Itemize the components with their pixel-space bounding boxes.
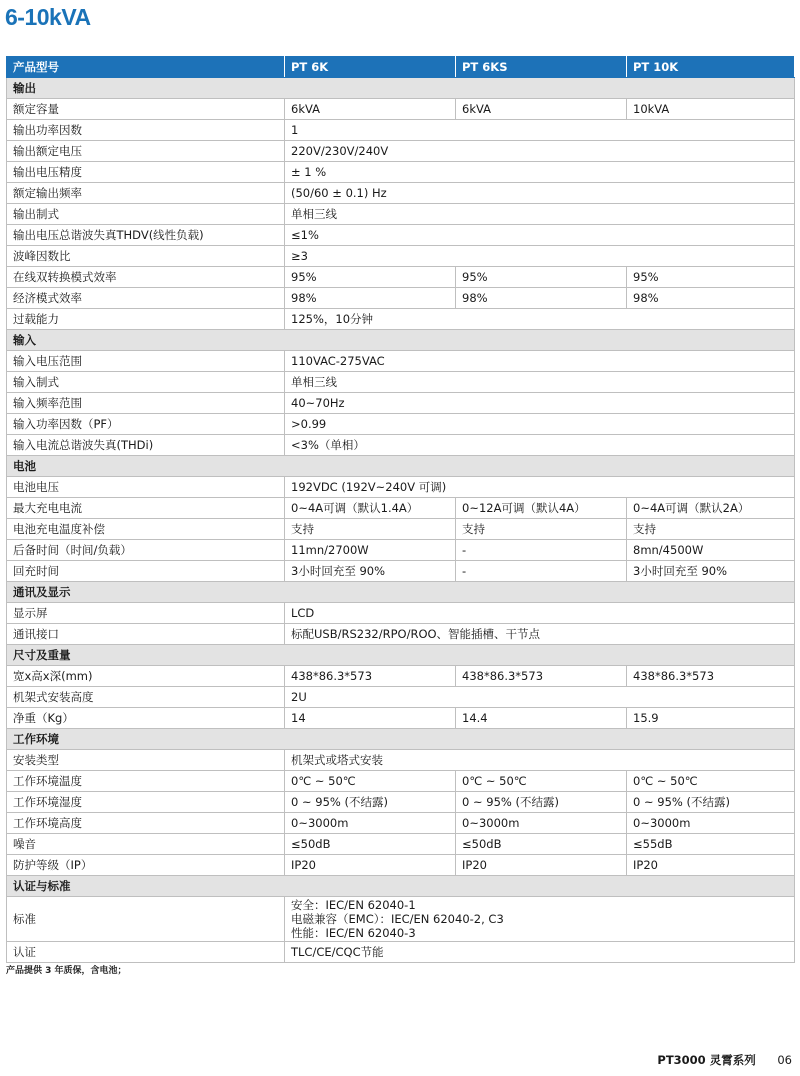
row-label: 防护等级（IP）: [7, 855, 285, 876]
header-model-cell: PT 6KS: [456, 57, 627, 78]
table-cell: 机架式或塔式安装: [285, 750, 795, 771]
table-cell: 98%: [285, 288, 456, 309]
table-row: [7, 792, 795, 813]
row-label: 输入电压范围: [7, 351, 285, 372]
table-cell: (50/60 ± 0.1) Hz: [285, 183, 795, 204]
section-header-row: [7, 645, 795, 666]
table-row: [7, 99, 795, 120]
section-title: 输入: [7, 330, 795, 351]
table-cell: 11mn/2700W: [285, 540, 456, 561]
table-row: [7, 414, 795, 435]
table-row: [7, 834, 795, 855]
table-cell: IP20: [627, 855, 795, 876]
table-cell: 支持: [285, 519, 456, 540]
page-footer: [657, 1052, 792, 1068]
table-cell: 0 ~ 95% (不结露): [627, 792, 795, 813]
table-cell: 14.4: [456, 708, 627, 729]
row-label: 过载能力: [7, 309, 285, 330]
section-title: 通讯及显示: [7, 582, 795, 603]
table-row: [7, 666, 795, 687]
table-row: [7, 708, 795, 729]
table-row: [7, 603, 795, 624]
table-row: [7, 183, 795, 204]
row-label: 电池电压: [7, 477, 285, 498]
table-cell: 438*86.3*573: [285, 666, 456, 687]
table-row: [7, 519, 795, 540]
table-cell: 3小时回充至 90%: [627, 561, 795, 582]
table-cell: 125%，10分钟: [285, 309, 795, 330]
table-row: [7, 750, 795, 771]
section-title: 工作环境: [7, 729, 795, 750]
table-cell: 2U: [285, 687, 795, 708]
row-label: 最大充电电流: [7, 498, 285, 519]
table-cell: 支持: [627, 519, 795, 540]
row-label: 输入电流总谐波失真(THDi): [7, 435, 285, 456]
table-cell: ≤50dB: [285, 834, 456, 855]
table-row: [7, 162, 795, 183]
row-label: 回充时间: [7, 561, 285, 582]
table-cell: 6kVA: [285, 99, 456, 120]
table-cell: 0~4A可调（默认1.4A）: [285, 498, 456, 519]
row-label: 输出制式: [7, 204, 285, 225]
table-cell: 438*86.3*573: [456, 666, 627, 687]
row-label: 经济模式效率: [7, 288, 285, 309]
table-row: [7, 141, 795, 162]
row-label: 显示屏: [7, 603, 285, 624]
table-cell: 110VAC-275VAC: [285, 351, 795, 372]
row-label: 电池充电温度补偿: [7, 519, 285, 540]
table-cell: ≥3: [285, 246, 795, 267]
row-label: 机架式安装高度: [7, 687, 285, 708]
row-label: 额定输出频率: [7, 183, 285, 204]
table-cell: 192VDC (192V~240V 可调): [285, 477, 795, 498]
row-label: 输入频率范围: [7, 393, 285, 414]
table-cell: 8mn/4500W: [627, 540, 795, 561]
warranty-note: 产品提供 3 年质保，含电池；: [6, 966, 127, 976]
row-label: 通讯接口: [7, 624, 285, 645]
row-label: 安装类型: [7, 750, 285, 771]
table-row: [7, 435, 795, 456]
row-label: 工作环境高度: [7, 813, 285, 834]
table-cell: 0 ~ 95% (不结露): [456, 792, 627, 813]
header-model-cell: PT 10K: [627, 57, 795, 78]
table-cell: ≤1%: [285, 225, 795, 246]
cell-line: 电磁兼容（EMC）：IEC/EN 62040-2, C3: [291, 912, 504, 926]
table-cell: 单相三线: [285, 372, 795, 393]
row-label: 工作环境温度: [7, 771, 285, 792]
table-cell: 98%: [627, 288, 795, 309]
table-cell: 220V/230V/240V: [285, 141, 795, 162]
table-cell: 0℃ ~ 50℃: [627, 771, 795, 792]
section-title: 尺寸及重量: [7, 645, 795, 666]
table-row: [7, 540, 795, 561]
table-cell: IP20: [285, 855, 456, 876]
table-cell: >0.99: [285, 414, 795, 435]
section-header-row: [7, 78, 795, 99]
table-cell: 1: [285, 120, 795, 141]
table-cell: <3%（单相）: [285, 435, 795, 456]
section-title: 电池: [7, 456, 795, 477]
table-cell: 10kVA: [627, 99, 795, 120]
table-cell: 0 ~ 95% (不结露): [285, 792, 456, 813]
table-cell: 40~70Hz: [285, 393, 795, 414]
table-row: [7, 897, 795, 942]
row-label: 标准: [7, 897, 285, 942]
table-cell: 支持: [456, 519, 627, 540]
table-cell: [285, 897, 795, 942]
table-cell: 0~3000m: [285, 813, 456, 834]
table-cell: 标配USB/RS232/RPO/ROO、智能插槽、干节点: [285, 624, 795, 645]
table-cell: 95%: [285, 267, 456, 288]
table-cell: IP20: [456, 855, 627, 876]
table-row: [7, 120, 795, 141]
row-label: 认证: [7, 942, 285, 963]
table-cell: 438*86.3*573: [627, 666, 795, 687]
table-cell: 98%: [456, 288, 627, 309]
row-label: 波峰因数比: [7, 246, 285, 267]
table-row: [7, 477, 795, 498]
row-label: 输出电压总谐波失真THDV(线性负载): [7, 225, 285, 246]
table-cell: 0~4A可调（默认2A）: [627, 498, 795, 519]
table-row: [7, 225, 795, 246]
table-cell: 0~3000m: [456, 813, 627, 834]
table-header-row: [7, 57, 795, 78]
table-row: [7, 288, 795, 309]
table-row: [7, 351, 795, 372]
series-name: PT3000 灵霄系列: [657, 1053, 756, 1067]
row-label: 输出功率因数: [7, 120, 285, 141]
section-header-row: [7, 729, 795, 750]
page-title: 6-10kVA: [5, 4, 91, 30]
table-row: [7, 855, 795, 876]
table-row: [7, 624, 795, 645]
table-row: [7, 813, 795, 834]
table-cell: 14: [285, 708, 456, 729]
table-cell: 95%: [627, 267, 795, 288]
table-row: [7, 372, 795, 393]
header-label-cell: 产品型号: [7, 57, 285, 78]
section-title: 输出: [7, 78, 795, 99]
table-cell: -: [456, 561, 627, 582]
row-label: 输出电压精度: [7, 162, 285, 183]
row-label: 输出额定电压: [7, 141, 285, 162]
row-label: 输入制式: [7, 372, 285, 393]
table-cell: 3小时回充至 90%: [285, 561, 456, 582]
section-header-row: [7, 582, 795, 603]
table-cell: -: [456, 540, 627, 561]
section-header-row: [7, 876, 795, 897]
row-label: 额定容量: [7, 99, 285, 120]
table-cell: 95%: [456, 267, 627, 288]
page-number: 06: [777, 1053, 792, 1067]
table-cell: LCD: [285, 603, 795, 624]
row-label: 后备时间（时间/负载）: [7, 540, 285, 561]
row-label: 噪音: [7, 834, 285, 855]
cell-line: 性能：IEC/EN 62040-3: [291, 926, 416, 940]
table-cell: 0~12A可调（默认4A）: [456, 498, 627, 519]
table-cell: TLC/CE/CQC节能: [285, 942, 795, 963]
row-label: 输入功率因数（PF）: [7, 414, 285, 435]
row-label: 工作环境湿度: [7, 792, 285, 813]
row-label: 净重（Kg）: [7, 708, 285, 729]
table-row: [7, 246, 795, 267]
table-row: [7, 771, 795, 792]
table-cell: ± 1 %: [285, 162, 795, 183]
section-title: 认证与标准: [7, 876, 795, 897]
table-cell: 0~3000m: [627, 813, 795, 834]
table-row: [7, 204, 795, 225]
header-model-cell: PT 6K: [285, 57, 456, 78]
table-cell: 0℃ ~ 50℃: [456, 771, 627, 792]
section-header-row: [7, 330, 795, 351]
table-cell: ≤55dB: [627, 834, 795, 855]
table-cell: 6kVA: [456, 99, 627, 120]
table-cell: 0℃ ~ 50℃: [285, 771, 456, 792]
table-row: [7, 561, 795, 582]
row-label: 在线双转换模式效率: [7, 267, 285, 288]
table-row: [7, 309, 795, 330]
table-row: [7, 942, 795, 963]
row-label: 宽x高x深(mm): [7, 666, 285, 687]
table-cell: 单相三线: [285, 204, 795, 225]
table-row: [7, 267, 795, 288]
table-cell: 15.9: [627, 708, 795, 729]
table-cell: ≤50dB: [456, 834, 627, 855]
table-row: [7, 393, 795, 414]
spec-table: [6, 56, 795, 963]
table-row: [7, 498, 795, 519]
section-header-row: [7, 456, 795, 477]
table-row: [7, 687, 795, 708]
cell-line: 安全：IEC/EN 62040-1: [291, 898, 416, 912]
